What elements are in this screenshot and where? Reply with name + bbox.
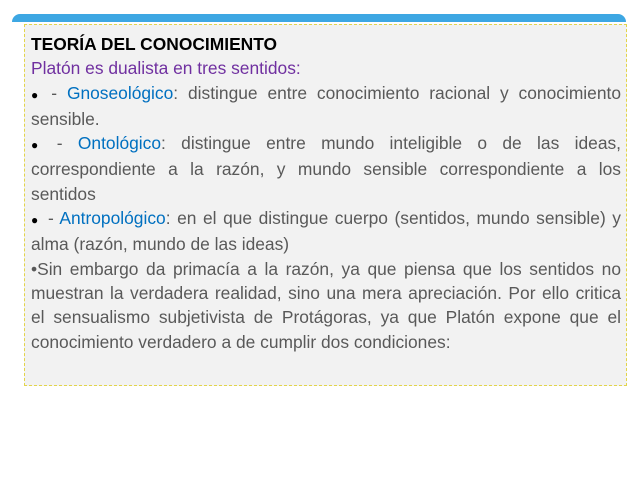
bullet-text: : en el que distingue cuerpo (sentidos, mundo sensible) y alma (razón, mundo de las ideas) xyxy=(31,208,621,255)
bullet-dot-icon: ● xyxy=(31,213,40,228)
bullet-term: Gnoseológico xyxy=(66,82,174,103)
bullet-term: Ontológico xyxy=(77,133,162,154)
slide-content xyxy=(31,32,621,354)
bullet-dot-icon: ● xyxy=(31,87,44,102)
bullet-ontologico xyxy=(31,131,621,206)
bullet-text: : distingue entre mundo inteligible o de las ideas, correspondiente a la razón, y mundo sensible correspondiente a los sentidos xyxy=(31,133,622,204)
bullet-dash: - xyxy=(47,208,60,229)
top-accent-bar xyxy=(12,14,626,22)
slide-title: TEORÍA DEL CONOCIMIENTO xyxy=(31,34,278,54)
bullet-gnoseologico xyxy=(31,81,621,132)
bullet-dash: - xyxy=(51,82,67,103)
bullet-dot-icon: ● xyxy=(31,138,49,153)
closing-paragraph xyxy=(31,257,621,354)
closing-text: Sin embargo da primacía a la razón, ya que piensa que los sentidos no muestran la verdadera realidad, sino una mera apreciación. Por ello critica el sensualismo subjetivista de Protágoras, ya que Platón expone que el conocimiento verdadero a de cumplir dos condiciones: xyxy=(31,258,621,352)
closing-marker: • xyxy=(31,258,38,279)
bullet-text: : distingue entre conocimiento racional y conocimiento sensible. xyxy=(31,82,622,129)
bullet-antropologico xyxy=(31,206,621,257)
slide-subtitle: Platón es dualista en tres sentidos: xyxy=(31,58,301,79)
bullet-term: Antropológico xyxy=(59,208,166,229)
bullet-dash: - xyxy=(56,133,78,154)
